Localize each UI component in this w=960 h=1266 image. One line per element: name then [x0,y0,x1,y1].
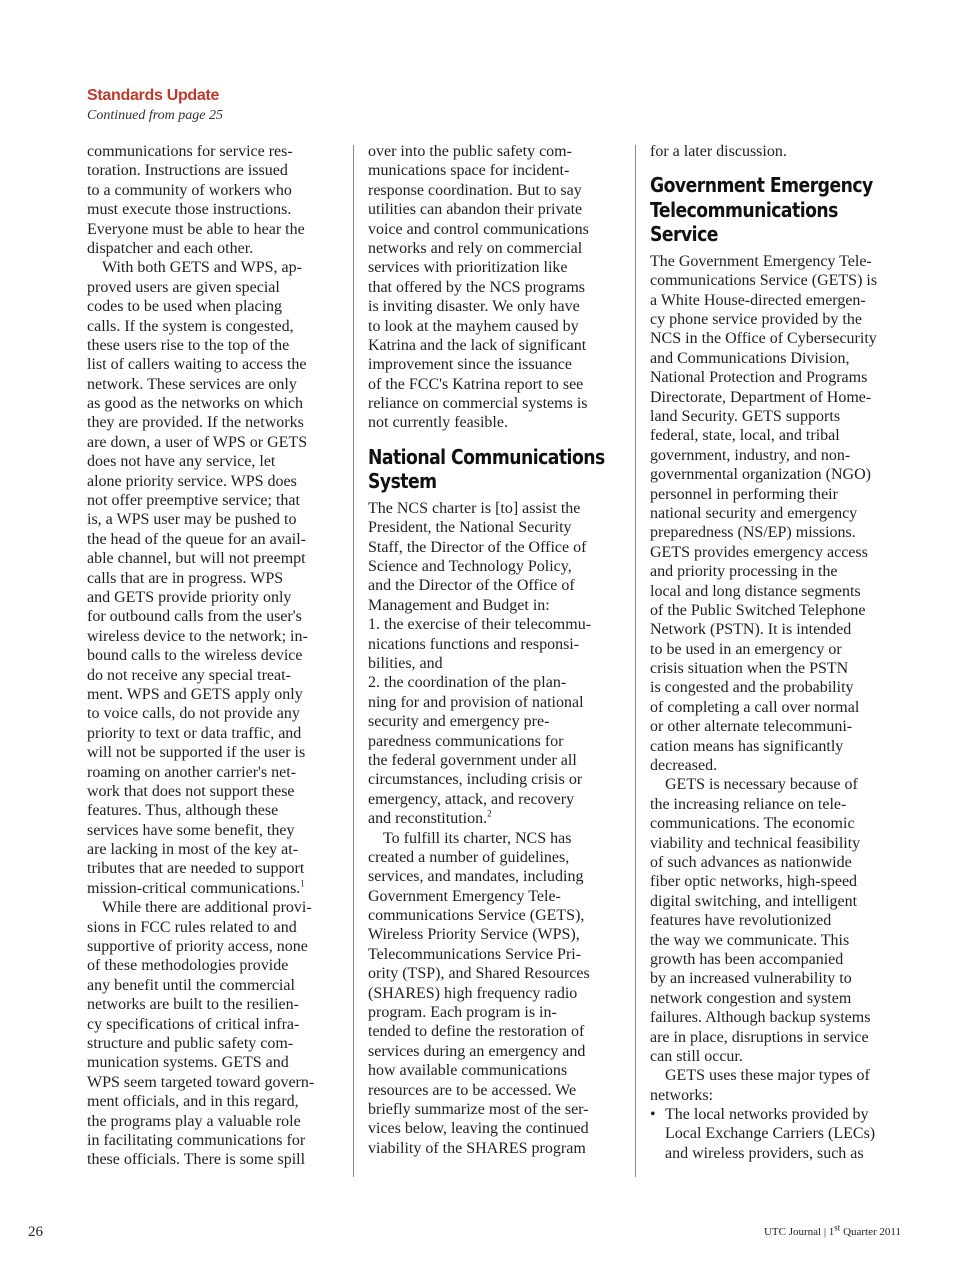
text-line: improvement since the issuance [368,356,572,374]
text-line: communications. The economic [650,815,855,833]
text-line [368,809,624,828]
text-line [87,879,342,898]
text-line: munication systems. GETS and [87,1054,289,1072]
text-line: and wireless providers, such as [665,1144,864,1162]
text-line: bilities, and [368,654,443,672]
text-line: President, the National Security [368,519,572,537]
journal-footer [763,1222,901,1238]
text-line: over into the public safety com- [368,143,572,160]
text-line: calls that are in progress. WPS [87,569,284,587]
text-line: Everyone must be able to hear the [87,220,305,238]
heading-line: System [368,469,437,494]
heading-line: National Communications [368,444,605,469]
text-line: growth has been accompanied [650,950,844,968]
journal-name: UTC Journal [763,1226,822,1238]
paragraph [87,142,342,258]
text-line: to voice calls, do not provide any [87,705,300,723]
page-number: 26 [28,1224,43,1240]
text-line: government, industry, and non- [650,446,851,464]
text-line: emergency, attack, and recovery [368,790,575,808]
text-line: With both GETS and WPS, ap- [102,259,302,277]
text-line: services, and mandates, including [368,868,584,886]
column-divider [353,145,354,1177]
continued-note: Continued from page 25 [87,108,223,123]
text-line: a White House-directed emergen- [650,291,866,309]
text-line: features have revolutionized [650,912,832,930]
text-line: or other alternate telecommuni- [650,718,853,736]
text-line: network. These services are only [87,375,297,393]
text-line: and Communications Division, [650,349,850,367]
bullet-item [650,1105,906,1163]
text-line: to look at the mayhem caused by [368,317,579,335]
section-title: Standards Update [87,87,220,104]
text-line: these users rise to the top of the [87,336,290,354]
text-line: of completing a call over normal [650,698,860,716]
text-line: crisis situation when the PSTN [650,660,849,678]
footnote-ref: 2 [487,808,492,819]
text-line: as good as the networks on which [87,395,303,413]
text-line: the federal government under all [368,751,577,769]
text-line: work that does not support these [87,782,295,800]
text-line: Staff, the Director of the Office of [368,538,587,556]
text-line: 1. the exercise of their telecommu- [368,616,592,634]
text-line: and GETS provide priority only [87,588,292,606]
text-line: sions in FCC rules related to and [87,918,297,936]
text-line: program. Each program is in- [368,1004,557,1022]
text-line: priority to text or data traffic, and [87,724,302,742]
text-line: Local Exchange Carriers (LECs) [665,1125,876,1143]
text-line: they are provided. If the networks [87,414,304,432]
text-line: tended to define the restoration of [368,1023,585,1041]
text-line: reliance on commercial systems is [368,395,588,413]
text-line: and priority processing in the [650,563,838,581]
text-line: personnel in performing their [650,485,838,503]
text-line: alone priority service. WPS does [87,472,297,490]
text-line: Management and Budget in: [368,596,550,614]
text-line: structure and public safety com- [87,1034,294,1052]
text-line: While there are additional provi- [102,899,312,917]
text-line: Science and Technology Policy, [368,558,572,576]
paragraph [368,829,624,1159]
text-line: National Protection and Programs [650,369,868,387]
text-line: list of callers waiting to access the [87,356,307,374]
text-line: are down, a user of WPS or GETS [87,433,308,451]
text-line: The NCS charter is [to] assist the [368,499,581,517]
column-3 [650,142,906,1163]
text-line: networks are built to the resilien- [87,996,299,1014]
text-line: Directorate, Department of Home- [650,388,872,406]
heading-line: Telecommunications [650,197,838,222]
text-line: local and long distance segments [650,582,861,600]
text-line: (SHARES) high frequency radio [368,984,578,1002]
text-line: communications Service (GETS) is [650,272,878,290]
section-heading [368,445,624,494]
text-line: networks: [650,1086,714,1104]
text-line: bound calls to the wireless device [87,647,303,665]
text-line: of the Public Switched Telephone [650,601,866,619]
paragraph [368,142,624,433]
text-line: the programs play a valuable role [87,1112,301,1130]
text-line: will not be supported if the user is [87,744,306,762]
text-line: for outbound calls from the user's [87,608,302,626]
text-line: services have some benefit, they [87,821,295,839]
text-line: to be used in an emergency or [650,640,842,658]
text-line: To fulfill its charter, NCS has [383,829,572,847]
text-line: in facilitating communications for [87,1131,306,1149]
text-line: is congested and the probability [650,679,854,697]
text-line: by an increased vulnerability to [650,970,852,988]
text-line: GETS uses these major types of [665,1067,870,1085]
column-1 [87,142,342,1170]
text-line: these officials. There is some spill [87,1151,306,1169]
text-line: any benefit until the commercial [87,976,295,994]
text-line: wireless device to the network; in- [87,627,308,645]
text-line: is, a WPS user may be pushed to [87,511,297,529]
paragraph [650,1066,906,1105]
text-line: vices below, leaving the continued [368,1120,589,1138]
text-line: digital switching, and intelligent [650,892,858,910]
text-line: must execute those instructions. [87,201,292,219]
paragraph [650,252,906,776]
text-line: do not receive any special treat- [87,666,291,684]
text-line: response coordination. But to say [368,181,582,199]
text-line: cation means has significantly [650,737,844,755]
text-line: of these methodologies provide [87,957,289,975]
footer-separator: | [823,1226,827,1238]
text-line: voice and control communications [368,220,589,238]
text-line: utilities can abandon their private [368,201,583,219]
text-line: cy phone service provided by the [650,311,862,329]
text-line: able channel, but will not preempt [87,550,306,568]
text-line: features. Thus, although these [87,802,279,820]
text-line: are in place, disruptions in service [650,1028,869,1046]
text-line: the way we communicate. This [650,931,850,949]
quarter-number: 1 [828,1226,835,1238]
text-line: viability and technical feasibility [650,834,861,852]
text-line: Telecommunications Service Pri- [368,945,582,963]
heading-line: Government Emergency [650,173,873,198]
text-line: national security and emergency [650,504,858,522]
text-line: ment officials, and in this regard, [87,1093,299,1111]
text-line: for a later discussion. [650,143,787,160]
text-line: Wireless Priority Service (WPS), [368,926,580,944]
text-line: is inviting disaster. We only have [368,298,580,316]
text-line: preparedness (NS/EP) missions. [650,524,856,542]
text-line: the increasing reliance on tele- [650,795,847,813]
column-2 [368,142,624,1158]
text-line: decreased. [650,757,718,775]
text-line: toration. Instructions are issued [87,162,288,180]
text-line: tributes that are needed to support [87,860,305,878]
column-divider [635,145,636,1177]
bullet-icon: • [650,1106,656,1124]
text-line: The local networks provided by [665,1106,869,1124]
text-fragment: mission-critical communications. [87,879,301,897]
text-line: ning for and provision of national [368,693,584,711]
text-line: 2. the coordination of the plan- [368,674,567,692]
text-line: Network (PSTN). It is intended [650,621,852,639]
text-line: fiber optic networks, high-speed [650,873,858,891]
text-line: communications Service (GETS), [368,907,585,925]
text-line: of such advances as nationwide [650,854,852,871]
text-line: supportive of priority access, none [87,938,308,956]
text-line: calls. If the system is congested, [87,317,294,335]
text-line: GETS provides emergency access [650,543,868,561]
text-line: Government Emergency Tele- [368,887,561,905]
text-line: created a number of guidelines, [368,848,570,866]
text-line: briefly summarize most of the ser- [368,1100,589,1118]
quarter-label: Quarter 2011 [843,1226,901,1238]
text-line: and the Director of the Office of [368,577,575,595]
text-line: land Security. GETS supports [650,408,841,426]
text-line: services with prioritization like [368,259,568,277]
text-line: that offered by the NCS programs [368,278,585,296]
bullet-text [665,1105,906,1163]
text-fragment: and reconstitution. [368,810,488,828]
text-line: WPS seem targeted toward govern- [87,1073,315,1091]
text-line: GETS is necessary because of [665,776,858,794]
text-line: are lacking in most of the key at- [87,841,299,859]
text-line: resources are to be accessed. We [368,1081,577,1099]
text-line: not currently feasible. [368,414,508,432]
page-header [87,86,223,125]
paragraph [87,898,342,1169]
text-line: munications space for incident- [368,162,570,180]
heading-line: Service [650,222,718,247]
text-line: the head of the queue for an avail- [87,530,307,548]
text-line: federal, state, local, and tribal [650,427,840,445]
text-line: network congestion and system [650,989,852,1007]
text-line: ority (TSP), and Shared Resources [368,965,590,983]
text-line: does not have any service, let [87,453,276,471]
text-line: communications for service res- [87,143,293,160]
text-line: of the FCC's Katrina report to see [368,375,584,393]
text-line: codes to be used when placing [87,298,283,316]
paragraph [650,775,906,1066]
section-heading [650,173,906,247]
text-line: proved users are given special [87,278,280,296]
text-line: NCS in the Office of Cybersecurity [650,330,877,348]
text-line: not offer preemptive service; that [87,492,300,510]
text-line: roaming on another carrier's net- [87,763,297,781]
text-line: security and emergency pre- [368,713,550,731]
text-line: networks and rely on commercial [368,239,583,257]
text-line: viability of the SHARES program [368,1139,586,1157]
paragraph [87,258,342,879]
text-line: dispatcher and each other. [87,239,254,257]
text-line: to a community of workers who [87,181,292,199]
text-line: failures. Although backup systems [650,1009,871,1027]
text-line: services during an emergency and [368,1042,586,1060]
text-line: ment. WPS and GETS apply only [87,685,303,703]
text-line: cy specifications of critical infra- [87,1015,300,1033]
text-line: paredness communications for [368,732,564,750]
text-line: governmental organization (NGO) [650,466,871,484]
paragraph [650,142,906,161]
text-line: The Government Emergency Tele- [650,252,872,270]
text-line: how available communications [368,1062,568,1080]
text-line: nications functions and responsi- [368,635,580,653]
quarter-suffix: st [834,1222,841,1233]
text-line: Katrina and the lack of significant [368,336,587,354]
text-line: circumstances, including crisis or [368,771,583,789]
text-line: can still occur. [650,1047,743,1065]
paragraph [368,499,624,809]
footnote-ref: 1 [300,878,305,889]
